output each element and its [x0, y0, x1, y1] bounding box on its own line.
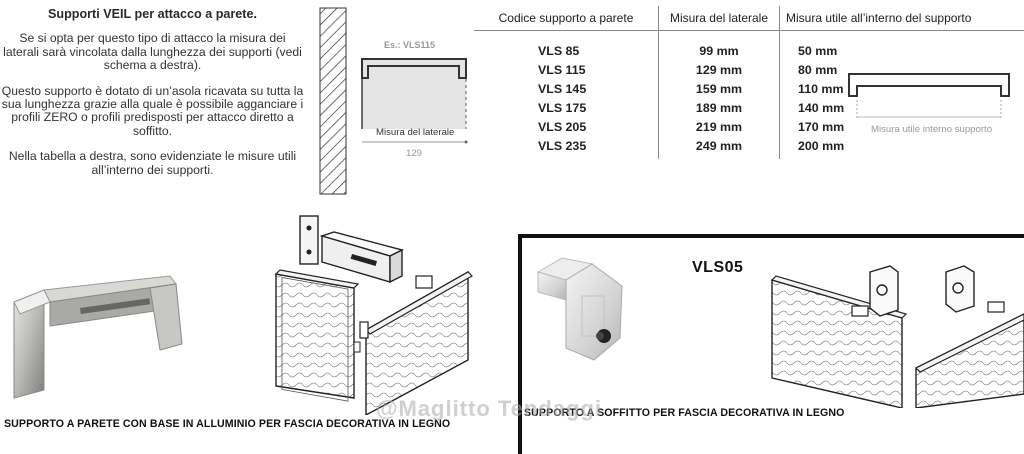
header-support-code: Codice supporto a parete [474, 6, 659, 31]
intro-text-block [0, 8, 305, 189]
cell-lateral: 159 mm [659, 79, 780, 98]
cell-lateral: 219 mm [659, 117, 780, 136]
cell-inner: 110 mm [780, 79, 1024, 98]
table-row [474, 136, 1024, 159]
cell-code: VLS 175 [474, 98, 659, 117]
cell-code: VLS 115 [474, 60, 659, 79]
support-profile-outline [849, 74, 1009, 96]
lateral-size-label: Misura del laterale [376, 127, 454, 138]
ceiling-assembly-drawing [766, 258, 1024, 408]
table-header-row [474, 6, 1024, 31]
cell-code: VLS 205 [474, 117, 659, 136]
ceiling-support-caption: SUPPORTO A SOFFITTO PER FASCIA DECORATIVA IN LEGNO [524, 407, 844, 419]
example-code-label: Es.: VLS115 [384, 40, 435, 50]
intro-paragraph-1: Se si opta per questo tipo di attacco la misura dei laterali sarà vincolata dalla lunghezza dei supporti (vedi schema a destra). [0, 32, 305, 72]
aluminium-bracket-image [0, 262, 200, 402]
cell-lateral: 99 mm [659, 31, 780, 61]
cell-lateral: 129 mm [659, 60, 780, 79]
cell-lateral: 249 mm [659, 136, 780, 159]
cell-inner: 170 mm [780, 117, 1024, 136]
ceiling-model-label: VLS05 [692, 259, 743, 277]
watermark-text: @Maglitto Tendaggi [376, 396, 602, 422]
wall-assembly-drawing [268, 210, 473, 415]
cell-inner: 140 mm [780, 98, 1024, 117]
wall-bracket-diagram [318, 4, 474, 196]
ceiling-bracket-image [534, 256, 634, 364]
inner-size-label: Misura utile interno supporto [871, 124, 992, 135]
inner-size-diagram [845, 70, 1015, 136]
cell-code: VLS 235 [474, 136, 659, 159]
wall-hatch [320, 8, 346, 194]
cell-lateral: 189 mm [659, 98, 780, 117]
lateral-size-value: 129 [406, 148, 422, 159]
intro-title: Supporti VEIL per attacco a parete. [0, 8, 305, 21]
intro-paragraph-2: Questo supporto è dotato di un’asola ricavata su tutta la sua lunghezza grazie alla quale è possibile agganciare i profili ZERO o profili predisposti per attacco diretto a soffitto. [0, 85, 305, 139]
intro-paragraph-3: Nella tabella a destra, sono evidenziate le misure utili all’interno dei supporti. [0, 150, 305, 177]
table-row [474, 31, 1024, 61]
header-lateral-size: Misura del laterale [659, 6, 780, 31]
cell-code: VLS 145 [474, 79, 659, 98]
bracket-area [362, 59, 466, 129]
cell-code: VLS 85 [474, 31, 659, 61]
cell-inner: 200 mm [780, 136, 1024, 159]
header-inner-size: Misura utile all’interno del supporto [780, 6, 1024, 31]
cell-inner: 80 mm [780, 60, 1024, 79]
cell-inner: 50 mm [780, 31, 1024, 61]
wall-support-caption: SUPPORTO A PARETE CON BASE IN ALLUMINIO PER FASCIA DECORATIVA IN LEGNO [4, 418, 450, 430]
